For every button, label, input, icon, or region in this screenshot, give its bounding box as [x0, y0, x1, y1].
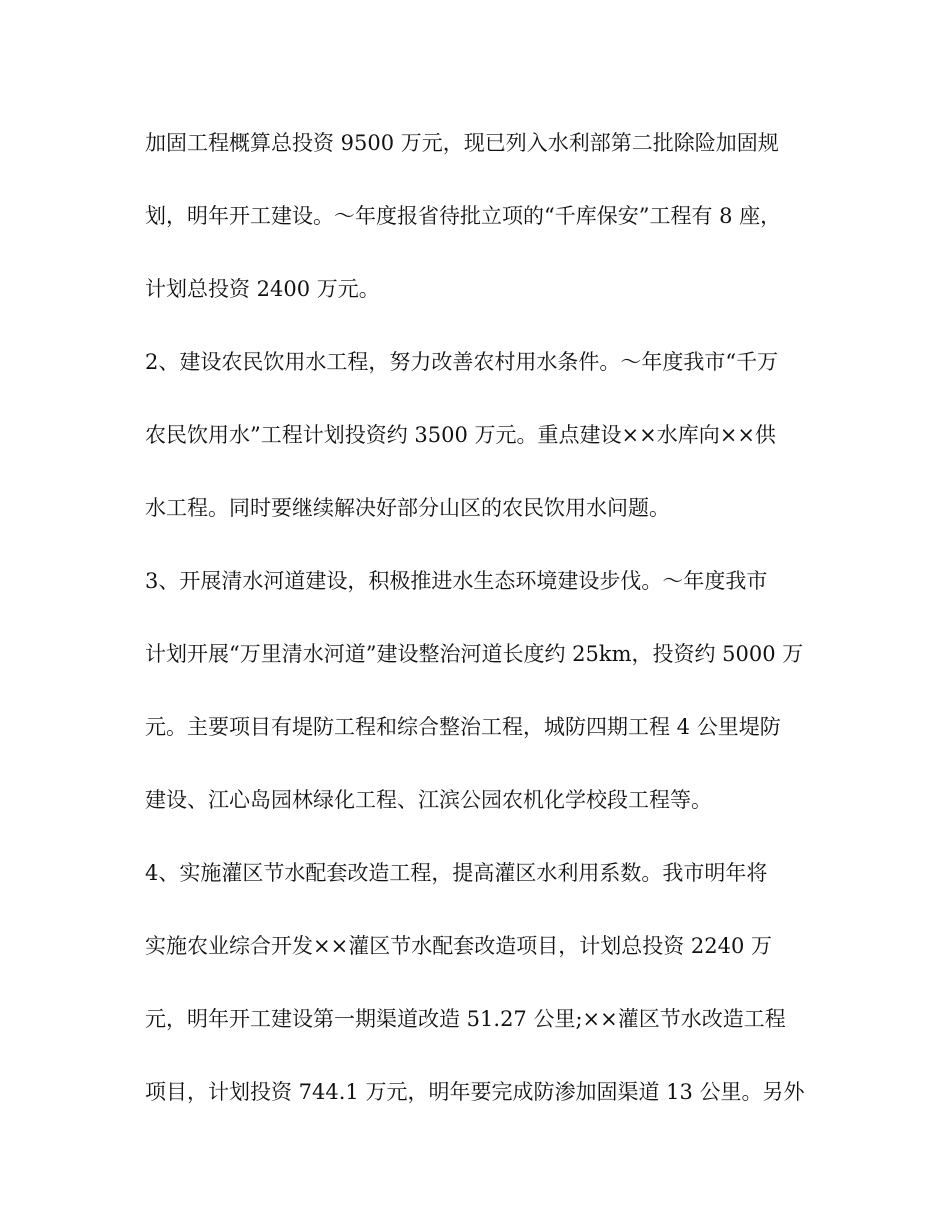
text-line: 划，明年开工建设。～年度报省待批立项的“千库保安”工程有 8 座，	[145, 204, 782, 228]
text-line: 元。主要项目有堤防工程和综合整治工程，城防四期工程 4 公里堤防	[145, 715, 781, 739]
text-line: 建设、江心岛园林绿化工程、江滨公园农机化学校段工程等。	[145, 788, 712, 812]
text-line: 3、开展清水河道建设，积极推进水生态环境建设步伐。～年度我市	[145, 569, 768, 593]
document-body	[145, 118, 810, 1140]
text-line: 实施农业综合开发××灌区节水配套改造项目，计划总投资 2240 万	[145, 934, 772, 958]
text-line: 计划开展“万里清水河道”建设整治河道长度约 25km，投资约 5000 万	[145, 642, 804, 666]
text-line: 元，明年开工建设第一期渠道改造 51.27 公里;××灌区节水改造工程	[145, 1007, 786, 1031]
text-line: 农民饮用水”工程计划投资约 3500 万元。重点建设××水库向××供	[145, 423, 776, 447]
text-line: 2、建设农民饮用水工程，努力改善农村用水条件。～年度我市“千万	[145, 350, 779, 374]
text-line: 4、实施灌区节水配套改造工程，提高灌区水利用系数。我市明年将	[145, 861, 768, 885]
text-line: 计划总投资 2400 万元。	[145, 277, 380, 301]
text-line: 水工程。同时要继续解决好部分山区的农民饮用水问题。	[145, 496, 670, 520]
text-line: 项目，计划投资 744.1 万元，明年要完成防渗加固渠道 13 公里。另外	[145, 1080, 805, 1104]
text-line: 加固工程概算总投资 9500 万元，现已列入水利部第二批除险加固规	[145, 131, 779, 155]
